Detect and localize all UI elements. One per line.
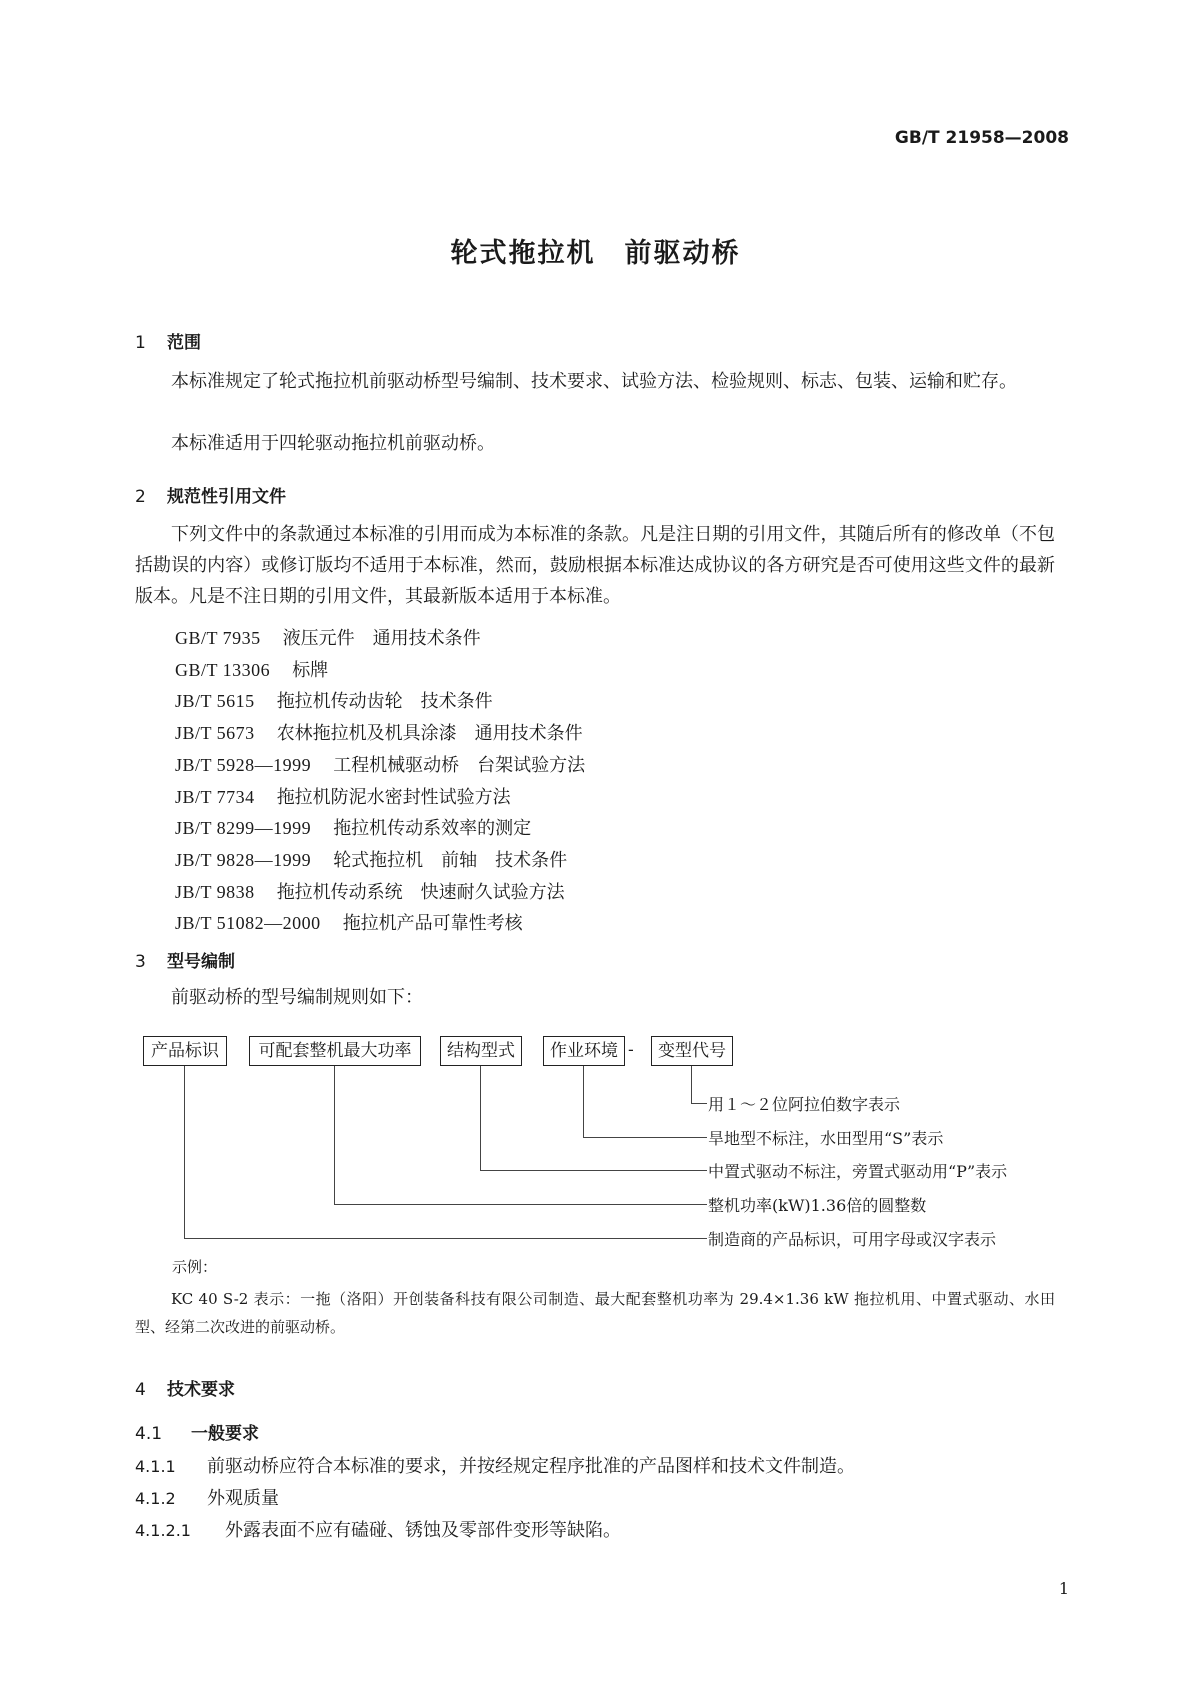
- connector-structure: [480, 1066, 481, 1170]
- reference-title: 拖拉机防泥水密封性试验方法: [276, 787, 511, 808]
- section-1-heading: [135, 328, 201, 353]
- reference-title: 拖拉机传动系效率的测定: [333, 818, 532, 839]
- separator-dash: -: [628, 1040, 634, 1060]
- connector-variant: [691, 1066, 692, 1103]
- box-max-power: 可配套整机最大功率: [249, 1036, 421, 1066]
- clause-number: 4.1.2: [135, 1489, 176, 1508]
- connector-product-h: [184, 1238, 707, 1239]
- reference-code: GB/T 13306: [175, 660, 271, 680]
- annotation-environment: 旱地型不标注，水田型用“S”表示: [708, 1129, 944, 1148]
- example-text: KC 40 S-2 表示：一拖（洛阳）开创装备科技有限公司制造、最大配套整机功率为 29.4×1.36 kW 拖拉机用、中置式驱动、水田型、经第二次改进的前驱动桥。: [135, 1290, 1055, 1336]
- connector-variant-h: [691, 1103, 707, 1104]
- clause-text: 外观质量: [207, 1488, 279, 1509]
- reference-code: JB/T 5615: [175, 691, 255, 711]
- box-work-environment: 作业环境: [543, 1036, 625, 1066]
- section-title: 范围: [167, 333, 201, 353]
- reference-code: JB/T 8299—1999: [175, 818, 312, 838]
- box-product-id: 产品标识: [143, 1036, 227, 1066]
- clause-text: 前驱动桥应符合本标准的要求，并按经规定程序批准的产品图样和技术文件制造。: [207, 1456, 855, 1477]
- reference-item: [175, 846, 567, 872]
- connector-power: [334, 1066, 335, 1204]
- reference-title: 液压元件 通用技术条件: [282, 628, 481, 649]
- reference-title: 轮式拖拉机 前轴 技术条件: [333, 850, 568, 871]
- clause-number: 4.1.1: [135, 1457, 176, 1476]
- reference-code: JB/T 9838: [175, 882, 255, 902]
- box-structure-type: 结构型式: [440, 1036, 522, 1066]
- clause-text: 外露表面不应有磕碰、锈蚀及零部件变形等缺陷。: [225, 1520, 621, 1541]
- section-title: 型号编制: [167, 952, 235, 972]
- reference-code: GB/T 7935: [175, 628, 261, 648]
- annotation-product: 制造商的产品标识，可用字母或汉字表示: [708, 1230, 997, 1249]
- reference-title: 拖拉机传动系统 快速耐久试验方法: [276, 882, 565, 903]
- section-title: 规范性引用文件: [167, 487, 286, 507]
- reference-item: [175, 814, 531, 840]
- section-title: 技术要求: [167, 1380, 235, 1400]
- reference-code: JB/T 7734: [175, 787, 255, 807]
- reference-item: [175, 878, 565, 904]
- connector-environment-h: [583, 1137, 707, 1138]
- reference-item: [175, 783, 511, 809]
- subsection-number: 4.1: [135, 1424, 163, 1444]
- reference-item: [175, 624, 481, 650]
- connector-environment: [583, 1066, 584, 1137]
- section-number: 3: [135, 952, 146, 972]
- reference-title: 工程机械驱动桥 台架试验方法: [333, 755, 586, 776]
- reference-item: [175, 687, 493, 713]
- section-2-paragraph: 下列文件中的条款通过本标准的引用而成为本标准的条款。凡是注日期的引用文件，其随后所有的修改单（不包括勘误的内容）或修订版均不适用于本标准，然而，鼓励根据本标准达成协议的各方研究是否可使用这些文件的最新版本。凡是不注日期的引用文件，其最新版本适用于本标准。: [135, 524, 1055, 607]
- section-1-paragraph-1: 本标准规定了轮式拖拉机前驱动桥型号编制、技术要求、试验方法、检验规则、标志、包装、运输和贮存。: [171, 371, 1017, 392]
- subsection-title: 一般要求: [191, 1424, 259, 1444]
- example-label: 示例：: [172, 1258, 218, 1276]
- section-number: 1: [135, 333, 146, 353]
- page-number: 1: [1058, 1579, 1069, 1598]
- clause-4-1-2: [135, 1484, 279, 1510]
- reference-title: 标牌: [292, 660, 329, 681]
- section-3-intro: 前驱动桥的型号编制规则如下：: [171, 987, 423, 1008]
- connector-power-h: [334, 1204, 707, 1205]
- reference-item: [175, 656, 328, 682]
- reference-item: [175, 751, 585, 777]
- reference-item: [175, 719, 583, 745]
- reference-code: JB/T 5673: [175, 723, 255, 743]
- standard-number: GB/T 21958—2008: [894, 128, 1069, 148]
- box-variant-code: 变型代号: [651, 1036, 733, 1066]
- annotation-structure: 中置式驱动不标注，旁置式驱动用“P”表示: [708, 1162, 1008, 1181]
- reference-title: 拖拉机传动齿轮 技术条件: [276, 691, 493, 712]
- document-title: 轮式拖拉机 前驱动桥: [450, 238, 741, 269]
- section-4-heading: [135, 1375, 235, 1400]
- section-1-paragraph-2: 本标准适用于四轮驱动拖拉机前驱动桥。: [171, 433, 495, 454]
- section-number: 4: [135, 1380, 146, 1400]
- clause-4-1-1: [135, 1452, 855, 1478]
- connector-product: [184, 1066, 185, 1238]
- section-number: 2: [135, 487, 146, 507]
- reference-item: [175, 909, 523, 935]
- reference-code: JB/T 51082—2000: [175, 913, 321, 933]
- reference-code: JB/T 9828—1999: [175, 850, 312, 870]
- subsection-4-1-heading: [135, 1419, 259, 1444]
- annotation-variant: 用１～２位阿拉伯数字表示: [708, 1095, 901, 1114]
- section-3-heading: [135, 947, 235, 972]
- reference-code: JB/T 5928—1999: [175, 755, 312, 775]
- clause-number: 4.1.2.1: [135, 1521, 191, 1540]
- clause-4-1-2-1: [135, 1516, 621, 1542]
- section-2-heading: [135, 482, 286, 507]
- reference-title: 拖拉机产品可靠性考核: [342, 913, 523, 934]
- annotation-power: 整机功率(kW)1.36倍的圆整数: [708, 1196, 927, 1215]
- reference-title: 农林拖拉机及机具涂漆 通用技术条件: [276, 723, 583, 744]
- connector-structure-h: [480, 1170, 707, 1171]
